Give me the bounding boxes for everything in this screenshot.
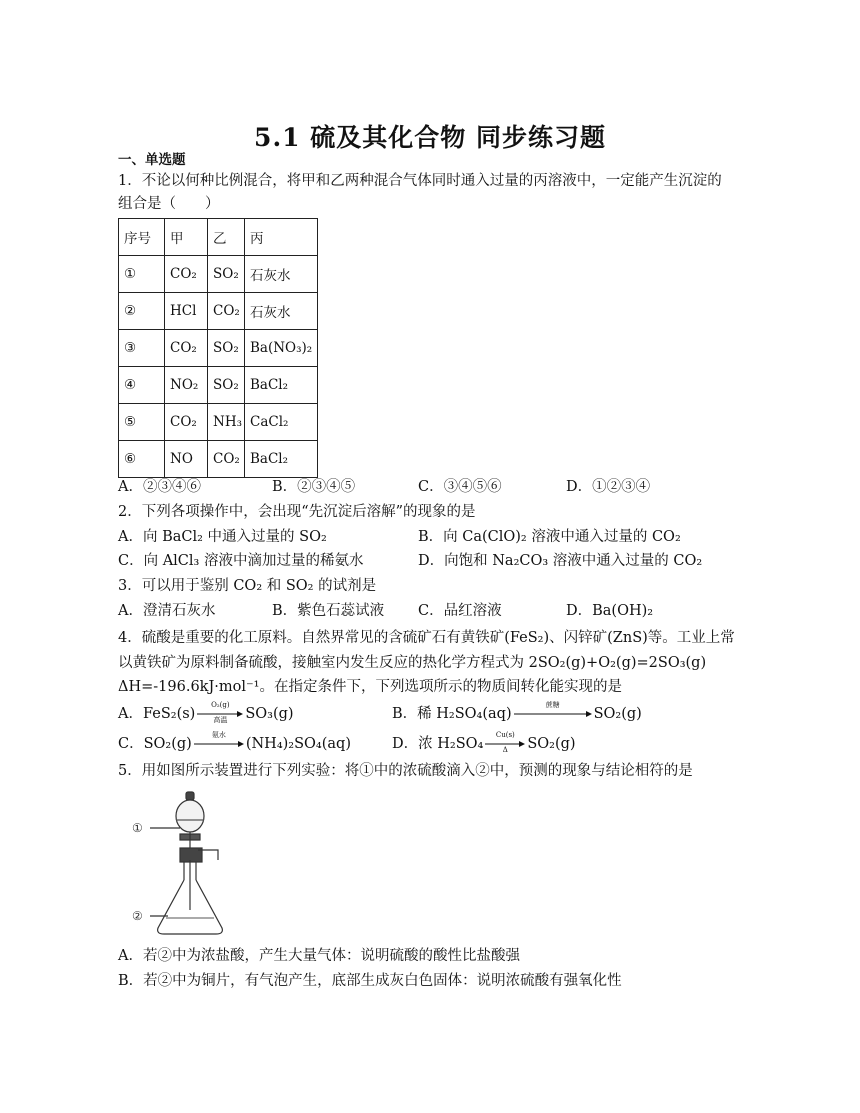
q4-stem-line3: ΔH=-196.6kJ·mol⁻¹。在指定条件下，下列选项所示的物质间转化能实现的是 bbox=[118, 679, 622, 695]
product: SO₂(g) bbox=[527, 736, 576, 752]
table-cell: 石灰水 bbox=[245, 293, 318, 330]
arrow-condition-top: Cu(s) bbox=[495, 731, 515, 739]
q3-option-a[interactable]: A．澄清石灰水 bbox=[118, 603, 216, 619]
table-row bbox=[119, 367, 318, 404]
page-title: 5.1 硫及其化合物 同步练习题 bbox=[254, 123, 606, 152]
apparatus-figure bbox=[128, 790, 258, 944]
table-cell: ⑤ bbox=[119, 404, 165, 441]
table-row bbox=[119, 330, 318, 367]
q3-option-b[interactable]: B．紫色石蕊试液 bbox=[272, 603, 385, 619]
product: (NH₄)₂SO₄(aq) bbox=[245, 736, 351, 752]
q3-stem: 3．可以用于鉴别 CO₂ 和 SO₂ 的试剂是 bbox=[118, 578, 377, 594]
q3-option-d[interactable]: D．Ba(OH)₂ bbox=[566, 603, 654, 619]
table-cell: NH₃ bbox=[208, 404, 245, 441]
q5-option-b[interactable]: B．若②中为铜片，有气泡产生，底部生成灰白色固体：说明浓硫酸有强氧化性 bbox=[118, 973, 622, 989]
q1-table bbox=[118, 218, 318, 478]
q2-option-b[interactable]: B．向 Ca(ClO)₂ 溶液中通入过量的 CO₂ bbox=[418, 529, 681, 545]
q1-option-d[interactable]: D．①②③④ bbox=[566, 479, 651, 495]
reactant: A．FeS₂(s) bbox=[118, 706, 196, 722]
reaction-arrow bbox=[485, 731, 525, 754]
reaction-arrow bbox=[514, 701, 592, 718]
arrow-icon bbox=[514, 710, 592, 718]
table-row bbox=[119, 256, 318, 293]
q4-stem-line1: 4．硫酸是重要的化工原料。自然界常见的含硫矿石有黄铁矿(FeS₂)、闪锌矿(ZnS)等。工业上常 bbox=[118, 630, 735, 646]
table-cell: CO₂ bbox=[165, 256, 208, 293]
table-cell: HCl bbox=[165, 293, 208, 330]
table-cell: CO₂ bbox=[208, 441, 245, 478]
table-row bbox=[119, 293, 318, 330]
q1-option-b[interactable]: B．②③④⑤ bbox=[272, 479, 356, 495]
q4-option-a[interactable] bbox=[118, 701, 294, 724]
table-header-cell: 序号 bbox=[119, 219, 165, 256]
table-cell: ② bbox=[119, 293, 165, 330]
reactant: B．稀 H₂SO₄(aq) bbox=[392, 706, 512, 722]
table-cell: NO bbox=[165, 441, 208, 478]
reactant: D．浓 H₂SO₄ bbox=[392, 736, 484, 752]
arrow-condition-bottom: 高温 bbox=[213, 716, 228, 724]
section-heading: 一、单选题 bbox=[118, 152, 186, 168]
q3-option-c[interactable]: C．品红溶液 bbox=[418, 603, 502, 619]
table-header-cell: 甲 bbox=[165, 219, 208, 256]
q4-option-b[interactable] bbox=[392, 701, 642, 724]
product: SO₃(g) bbox=[245, 706, 294, 722]
product: SO₂(g) bbox=[593, 706, 642, 722]
table-cell: ④ bbox=[119, 367, 165, 404]
q1-stem-line1: 1．不论以何种比例混合，将甲和乙两种混合气体同时通入过量的丙溶液中，一定能产生沉淀的 bbox=[118, 173, 722, 189]
table-cell: Ba(NO₃)₂ bbox=[245, 330, 318, 367]
arrow-icon bbox=[194, 740, 244, 748]
reaction-arrow bbox=[194, 731, 244, 748]
reactant: C．SO₂(g) bbox=[118, 736, 192, 752]
q4-option-c[interactable] bbox=[118, 731, 351, 754]
q2-option-d[interactable]: D．向饱和 Na₂CO₃ 溶液中通入过量的 CO₂ bbox=[418, 553, 703, 569]
q1-option-a[interactable]: A．②③④⑥ bbox=[118, 479, 201, 495]
q2-option-a[interactable]: A．向 BaCl₂ 中通入过量的 SO₂ bbox=[118, 529, 327, 545]
table-cell: ① bbox=[119, 256, 165, 293]
table-cell: CO₂ bbox=[208, 293, 245, 330]
table-header-cell: 丙 bbox=[245, 219, 318, 256]
table-cell: SO₂ bbox=[208, 367, 245, 404]
q4-option-d[interactable] bbox=[392, 731, 576, 754]
arrow-condition-top: O₂(g) bbox=[211, 701, 230, 709]
q1-option-c[interactable]: C．③④⑤⑥ bbox=[418, 479, 502, 495]
q2-option-c[interactable]: C．向 AlCl₃ 溶液中滴加过量的稀氨水 bbox=[118, 553, 364, 569]
table-cell: SO₂ bbox=[208, 330, 245, 367]
table-cell: SO₂ bbox=[208, 256, 245, 293]
q5-stem: 5．用如图所示装置进行下列实验：将①中的浓硫酸滴入②中，预测的现象与结论相符的是 bbox=[118, 763, 693, 779]
table-cell: 石灰水 bbox=[245, 256, 318, 293]
table-row bbox=[119, 404, 318, 441]
table-cell: NO₂ bbox=[165, 367, 208, 404]
q4-stem-line2: 以黄铁矿为原料制备硫酸，接触室内发生反应的热化学方程式为 2SO₂(g)+O₂(g)=2SO₃(g) bbox=[118, 655, 707, 671]
reaction-arrow bbox=[197, 701, 243, 724]
q2-stem: 2．下列各项操作中，会出现“先沉淀后溶解”的现象的是 bbox=[118, 504, 476, 520]
table-cell: ⑥ bbox=[119, 441, 165, 478]
table-cell: BaCl₂ bbox=[245, 367, 318, 404]
arrow-condition-top: 氨水 bbox=[211, 731, 226, 739]
table-header-cell: 乙 bbox=[208, 219, 245, 256]
table-cell: BaCl₂ bbox=[245, 441, 318, 478]
q1-stem-line2: 组合是（ ） bbox=[118, 196, 220, 212]
table-cell: ③ bbox=[119, 330, 165, 367]
arrow-condition-top: 蔗糖 bbox=[545, 701, 560, 709]
table-header-row bbox=[119, 219, 318, 256]
table-cell: CO₂ bbox=[165, 404, 208, 441]
arrow-condition-bottom: Δ bbox=[502, 746, 508, 754]
table-row bbox=[119, 441, 318, 478]
table-cell: CaCl₂ bbox=[245, 404, 318, 441]
figure-label-1: ① bbox=[132, 821, 143, 835]
table-cell: CO₂ bbox=[165, 330, 208, 367]
q5-option-a[interactable]: A．若②中为浓盐酸，产生大量气体：说明硫酸的酸性比盐酸强 bbox=[118, 948, 520, 964]
flask-apparatus-icon bbox=[128, 790, 258, 940]
figure-label-2: ② bbox=[132, 909, 143, 923]
